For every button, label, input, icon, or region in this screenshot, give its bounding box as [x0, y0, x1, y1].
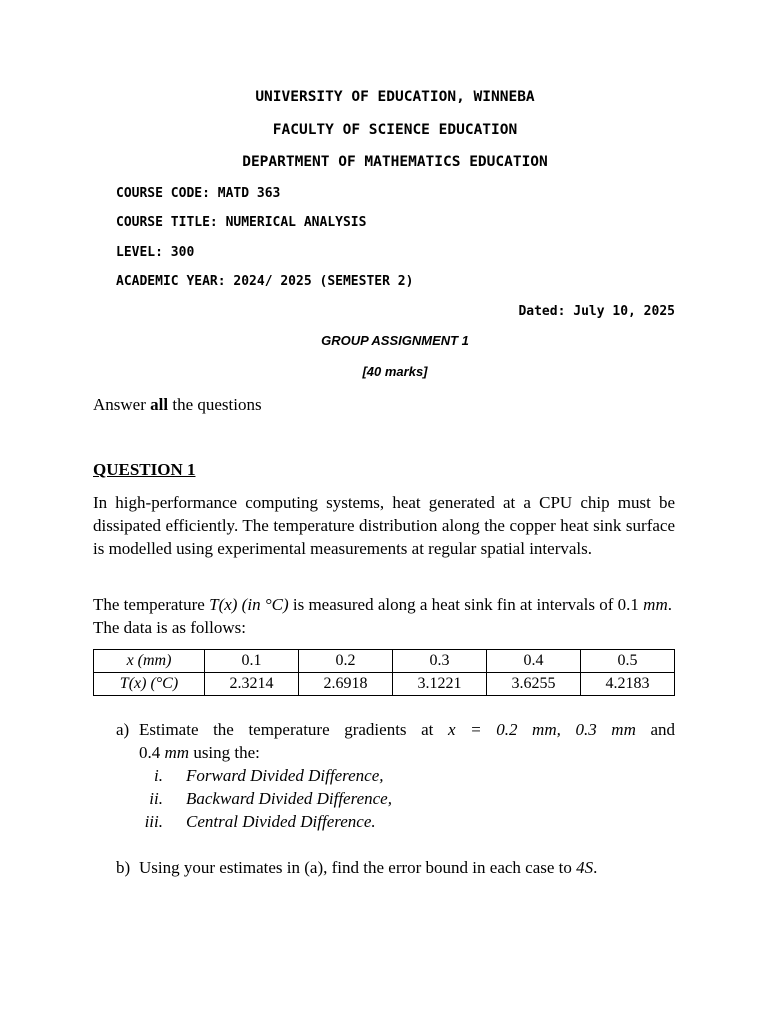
part-a-line-2	[139, 741, 260, 764]
university-name: UNIVERSITY OF EDUCATION, WINNEBA	[255, 89, 535, 105]
part-b-body: Using your estimates in (a), find the error bound in each case to	[139, 858, 577, 877]
list-text: Central Divided Difference.	[186, 812, 376, 831]
part-b-label: b)	[116, 858, 131, 877]
part-a-label: a)	[116, 720, 130, 739]
part-a-line2-b: using the:	[189, 743, 260, 762]
part-a-text-b: and	[635, 720, 676, 739]
part-a-line2-a: 0.4	[139, 743, 165, 762]
table-row-x	[94, 650, 675, 673]
table-cell: 3.1221	[393, 673, 487, 696]
list-text: Backward Divided Difference,	[186, 789, 392, 808]
course-code: COURSE CODE: MATD 363	[116, 186, 281, 201]
table-cell: 0.1	[205, 650, 299, 673]
part-a-text-a: Estimate the temperature gradients at	[139, 720, 448, 739]
table-row-label-t: T(x) (°C)	[94, 673, 205, 696]
part-b-emphasis: 4S	[576, 858, 594, 877]
part-a-line2-math: mm	[164, 743, 190, 762]
part-b-text	[139, 856, 597, 879]
part-a-line-1	[139, 718, 675, 741]
course-level: LEVEL: 300	[116, 245, 195, 260]
question-1-intro: In high-performance computing systems, heat generated at a CPU chip must be dissipated efficiently. The temperature distribution along the copper heat sink surface is modelled using experimental measurements at regular spatial intervals.	[93, 493, 675, 558]
table-row-label-x: x (mm)	[94, 650, 205, 673]
table-cell: 3.6255	[487, 673, 581, 696]
date-line: Dated: July 10, 2025	[518, 304, 675, 319]
instructions	[93, 393, 675, 416]
department-name: DEPARTMENT OF MATHEMATICS EDUCATION	[242, 154, 548, 170]
table-cell: 0.3	[393, 650, 487, 673]
instructions-suffix: the questions	[168, 395, 262, 414]
data-intro-c: . The data is as follows:	[93, 595, 672, 637]
part-b-suffix: .	[593, 858, 598, 877]
table-cell: 0.5	[581, 650, 675, 673]
table-row-t	[94, 673, 675, 696]
faculty-name: FACULTY OF SCIENCE EDUCATION	[272, 122, 518, 138]
question-1-data-intro	[93, 593, 675, 639]
list-text: Forward Divided Difference,	[186, 766, 384, 785]
table-cell: 4.2183	[581, 673, 675, 696]
part-a-math: x = 0.2 mm, 0.3 mm	[448, 720, 636, 739]
table-cell: 2.6918	[299, 673, 393, 696]
question-1-title: QUESTION 1	[93, 460, 196, 479]
assignment-title: GROUP ASSIGNMENT 1	[321, 333, 469, 348]
list-numeral: ii.	[149, 789, 163, 808]
table-cell: 2.3214	[205, 673, 299, 696]
course-title: COURSE TITLE: NUMERICAL ANALYSIS	[116, 215, 367, 230]
list-numeral: iii.	[144, 812, 163, 831]
unit-mm: mm	[643, 595, 668, 614]
temperature-symbol: T(x) (in °C)	[209, 595, 289, 614]
instructions-emphasis: all	[150, 395, 169, 414]
table-cell: 0.4	[487, 650, 581, 673]
academic-year: ACADEMIC YEAR: 2024/ 2025 (SEMESTER 2)	[116, 274, 414, 289]
data-intro-b: is measured along a heat sink fin at intervals of 0.1	[288, 595, 644, 614]
data-intro-a: The temperature	[93, 595, 210, 614]
table-cell: 0.2	[299, 650, 393, 673]
instructions-prefix: Answer	[93, 395, 151, 414]
assignment-marks: [40 marks]	[362, 364, 428, 379]
data-table	[93, 649, 675, 696]
list-numeral: i.	[154, 766, 163, 785]
